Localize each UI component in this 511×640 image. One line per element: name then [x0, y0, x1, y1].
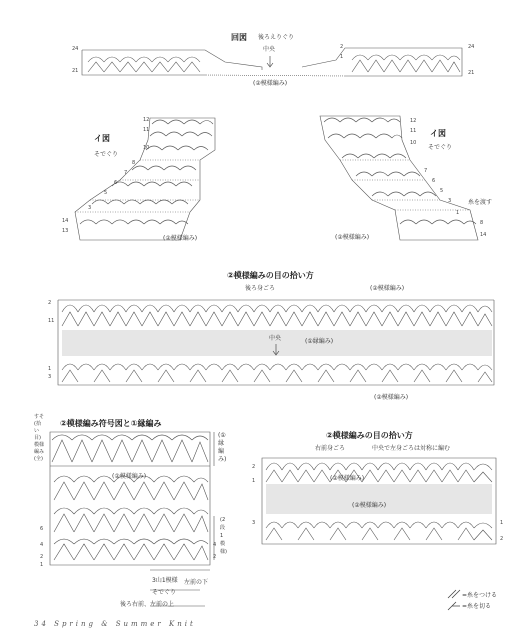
chart-symbol-side-note: すそ(拾い目)模様編み(全): [34, 414, 45, 462]
row-number: 2: [500, 536, 504, 542]
figure-a-pattern-label: (②模様編み): [253, 80, 288, 87]
row-number: 21: [72, 68, 79, 74]
row-number: 8: [480, 220, 484, 226]
row-number: 5: [440, 188, 444, 194]
row-number: 1: [40, 562, 44, 568]
figure-i-right-tie-note: 糸を渡す: [468, 199, 493, 206]
row-number: 5: [104, 190, 108, 196]
row-number: 24: [72, 46, 79, 52]
row-number: 2: [213, 554, 217, 560]
row-number: 4: [40, 542, 44, 548]
row-number: 1: [48, 366, 52, 372]
row-number: 14: [62, 218, 69, 224]
pickup-top-back-label: 後ろ身ごろ: [245, 285, 276, 292]
row-number: 7: [124, 170, 128, 176]
row-number: 11: [143, 127, 150, 133]
row-number: 3: [448, 198, 452, 204]
pickup-top-center-label: 中央: [269, 335, 282, 342]
figure-a-subtitle: 後ろえりぐり: [258, 34, 295, 41]
pickup-bottom-pattern-top-label: (②模様編み): [330, 475, 365, 482]
row-number: 6: [40, 526, 44, 532]
figure-i-right-title: イ図: [430, 129, 446, 138]
pickup-bottom-front-right-label: 右前身ごろ: [315, 445, 346, 452]
pickup-bottom-pattern-bottom-label: (②模様編み): [352, 502, 387, 509]
book-title: Spring & Summer Knit: [54, 620, 196, 628]
row-number: 1: [456, 210, 460, 216]
page-number: 34: [34, 620, 49, 628]
row-number: 4: [213, 542, 217, 548]
row-number: 1: [500, 520, 504, 526]
page-footer: [34, 620, 196, 628]
row-number: 11: [410, 128, 417, 134]
pickup-top-edging-label: (①縁編み): [305, 338, 334, 345]
row-number: 3: [252, 520, 256, 526]
row-number: 13: [62, 228, 69, 234]
row-number: 24: [468, 44, 475, 50]
figure-i-left-subtitle: そでぐり: [94, 151, 119, 158]
figure-i-left-pattern-label: (②模様編み): [163, 235, 198, 242]
row-number: 2: [340, 44, 344, 50]
figure-a-title: 回図: [231, 33, 247, 42]
pickup-bottom-center-note: 中央で左身ごろは対称に編む: [372, 445, 451, 452]
pickup-top-pattern-top-label: (②模様編み): [370, 285, 405, 292]
row-number: 10: [143, 145, 150, 151]
row-number: 3: [48, 374, 52, 380]
row-number: 2: [40, 554, 44, 560]
cut-yarn-icon: [448, 602, 460, 610]
row-number: 8: [132, 160, 136, 166]
figure-i-right-pattern-label: (②模様編み): [335, 234, 370, 241]
chart-symbol-title: ②模様編み符号図と①縁編み: [60, 419, 162, 428]
chart-symbol-repeat-label: (2段1模様): [220, 517, 227, 555]
pickup-top-pattern-bottom-label: (②模様編み): [374, 394, 409, 401]
chart-symbol-sleeve-label: そでぐり: [152, 589, 177, 596]
chart-symbol-hill-label: 3山1模様: [152, 577, 178, 584]
legend-cut-label: =糸を切る: [462, 603, 492, 610]
chart-symbol-bottom-note: 後ろ右前、左前の上: [120, 601, 175, 608]
figure-a-center-label: 中央: [263, 46, 276, 53]
chart-symbol-pattern-label: (②模様編み): [112, 473, 147, 480]
row-number: 1: [252, 478, 256, 484]
row-number: 1: [340, 54, 344, 60]
row-number: 2: [48, 300, 52, 306]
row-number: 21: [468, 70, 475, 76]
row-number: 3: [88, 205, 92, 211]
pickup-bottom-title: ②模様編みの目の拾い方: [326, 431, 413, 440]
row-number: 14: [480, 232, 487, 238]
chart-symbol-edging-label: (①縁編み): [218, 432, 227, 463]
row-number: 6: [432, 178, 436, 184]
row-number: 11: [48, 318, 55, 324]
figure-i-right-subtitle: そでぐり: [428, 144, 453, 151]
row-number: 12: [410, 118, 417, 124]
pickup-top-title: ②模様編みの目の拾い方: [227, 271, 314, 280]
row-number: 2: [252, 464, 256, 470]
figure-i-left-title: イ図: [94, 134, 110, 143]
row-number: 7: [424, 168, 428, 174]
row-number: 10: [410, 140, 417, 146]
row-number: 6: [114, 180, 118, 186]
row-number: 12: [143, 117, 150, 123]
attach-yarn-icon: [448, 590, 460, 598]
chart-symbol-front-left-label: 左前の下: [184, 579, 209, 586]
legend-attach-label: =糸をつける: [462, 592, 498, 599]
